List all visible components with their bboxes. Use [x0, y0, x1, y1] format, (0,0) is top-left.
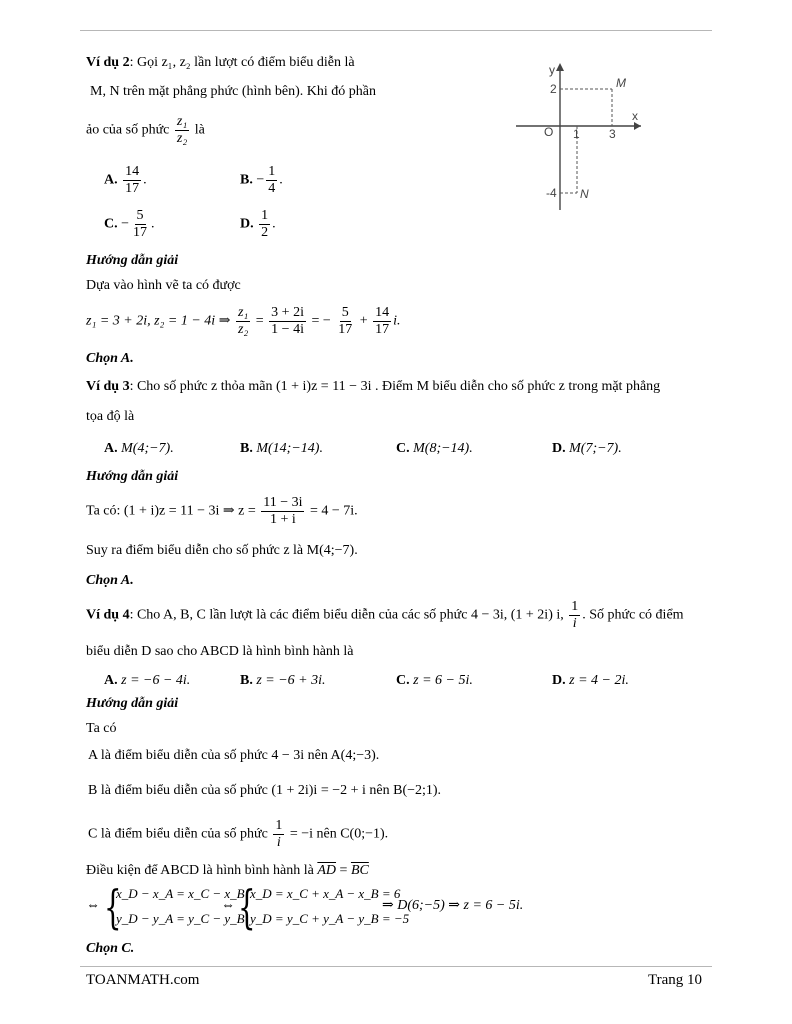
sys-arrow-1: ⇔ [86, 898, 100, 913]
complex-plane-graph [516, 60, 646, 210]
ex2-fraction: $\frac{\text{z₁}}{\text{z₂}}$ [176, 114, 188, 146]
ex2-option-d: D. $\frac{1}{2}$ . [240, 208, 276, 240]
ex4-line-c: C là điểm biểu diễn của số phức $\frac{1}{i}$ = −i nên C(0;−1). [88, 818, 389, 850]
ex4-option-c: C. z = 6 − 5i. [396, 673, 473, 688]
ex4-line1: Ví dụ 4: Cho A, B, C lần lượt là các điểm biểu diễn của các số phức 4 − 3i, (1 + 2i) i, $\frac{1}{i}$ . Số phức có điểm [86, 599, 684, 631]
vector-ad: $\overline{AD}$ [317, 863, 337, 878]
ex2-line1: Ví dụ 2: Gọi z₁, z₂ lần lượt có điểm biểu diễn là [86, 55, 355, 70]
ex4-option-d: D. z = 4 − 2i. [552, 673, 629, 688]
sys1-row2: y_D − y_A = y_C − y_B [116, 911, 245, 926]
ex3-solution: Ta có: (1 + i)z = 11 − 3i ⇒ z = $\frac{11 - 3i}{1 + i}$ = 4 − 7i. [86, 495, 358, 527]
ex2-choose: Chọn A. [86, 351, 134, 366]
footer-site: TOANMATH.com [86, 972, 200, 988]
vector-bc: $\overline{BC}$ [350, 863, 369, 878]
x-axis-label: x [632, 109, 638, 123]
point-m-label: M [616, 76, 626, 90]
tick-x-1: 1 [573, 127, 580, 141]
ex4-ta-co: Ta có [86, 721, 117, 736]
ex3-option-c: C. M(8;−14). [396, 441, 473, 456]
ex4-choose: Chọn C. [86, 941, 135, 956]
ex3-choose: Chọn A. [86, 573, 134, 588]
sys1-row1: x_D − x_A = x_C − x_B [116, 886, 245, 901]
sys-result: ⇒ D(6;−5) ⇒ z = 6 − 5i. [382, 898, 524, 913]
ex3-label: Ví dụ 3 [86, 379, 130, 394]
ex2-solution: z₁ = 3 + 2i, z₂ = 1 − 4i ⇒ $\frac{\text{z₁}}{\text{z₂}}$ = $\frac{3 + 2i}{1 - 4i}$ = − $\frac{5}{17}$ + $\frac{14}{17}$ i. [86, 305, 401, 337]
tick-y-neg4: -4 [546, 186, 557, 200]
ex2-label: Ví dụ 2 [86, 55, 130, 70]
sys2-row1: x_D = x_C + x_A − x_B = 6 [250, 886, 401, 901]
ex4-option-a: A. z = −6 − 4i. [104, 673, 191, 688]
footer-page: Trang 10 [648, 972, 703, 988]
footer-rule [80, 966, 712, 967]
ex2-line2: M, N trên mặt phẳng phức (hình bên). Khi đó phần [90, 84, 376, 99]
ex4-condition: Điều kiện để ABCD là hình bình hành là $\overline{AD} = \overline{BC}$ [86, 863, 369, 878]
sys-brace-2: { [238, 880, 256, 934]
ex3-option-d: D. M(7;−7). [552, 441, 622, 456]
ex2-option-a: A. $\frac{14}{17}$ . [104, 164, 147, 196]
ex3-guide-title: Hướng dẫn giải [86, 469, 179, 484]
ex4-line-a: A là điểm biểu diễn của số phức 4 − 3i nên A(4;−3). [88, 748, 380, 763]
ex2-line3: ảo của số phức $\frac{\text{z₁}}{\text{z₂}}$ là [86, 114, 205, 146]
ex2-option-b: B. − $\frac{1}{4}$ . [240, 164, 283, 196]
ex4-option-b: B. z = −6 + 3i. [240, 673, 326, 688]
ex4-label: Ví dụ 4 [86, 607, 130, 623]
ex3-solution-2: Suy ra điểm biểu diễn cho số phức z là M(4;−7). [86, 543, 358, 558]
ex3-line1: Ví dụ 3: Cho số phức z thỏa mãn (1 + i)z = 11 − 3i . Điểm M biểu diễn cho số phức z trong mặt phẳng [86, 379, 661, 394]
ex2-option-c: C. − $\frac{5}{17}$ . [104, 208, 155, 240]
ex4-line-b: B là điểm biểu diễn của số phức (1 + 2i)i = −2 + i nên B(−2;1). [88, 783, 442, 798]
sys2-row2: y_D = y_C + y_A − y_B = −5 [250, 911, 410, 926]
ex2-guide-title: Hướng dẫn giải [86, 253, 179, 268]
ex2-guide-intro: Dựa vào hình vẽ ta có được [86, 278, 241, 293]
sys-arrow-2: ⇔ [221, 898, 235, 913]
point-n-label: N [580, 187, 589, 201]
tick-x-3: 3 [609, 127, 616, 141]
y-axis-label: y [549, 63, 555, 77]
ex4-line2: biểu diễn D sao cho ABCD là hình bình hành là [86, 644, 354, 659]
ex3-line2: tọa độ là [86, 409, 135, 424]
origin-label: O [544, 125, 554, 139]
ex3-option-a: A. M(4;−7). [104, 441, 174, 456]
sys-brace-1: { [104, 880, 122, 934]
tick-y-2: 2 [550, 82, 557, 96]
ex4-guide-title: Hướng dẫn giải [86, 696, 179, 711]
header-rule [80, 30, 712, 31]
ex3-option-b: B. M(14;−14). [240, 441, 323, 456]
